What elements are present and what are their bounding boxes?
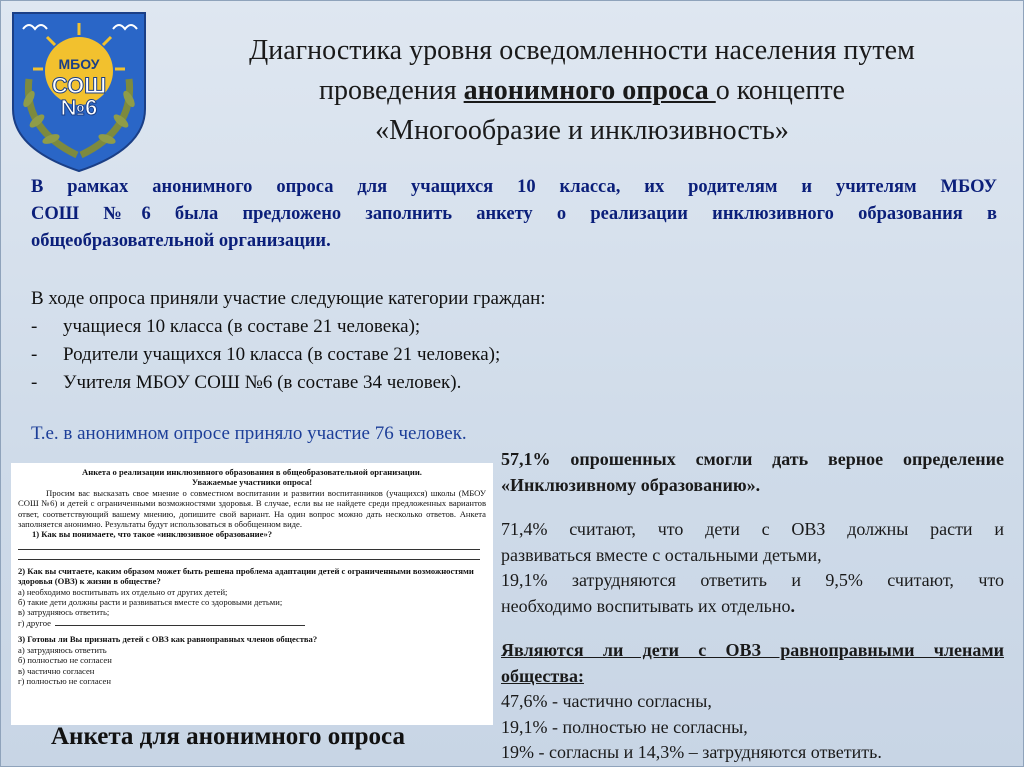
form-question-1: 1) Как вы понимаете, что такое «инклюзивное образование»?	[32, 529, 273, 540]
form-intro: Просим вас высказать свое мнение о совместном воспитании и развитии воспитанников (учащихся) школы (МБОУ СОШ №6) и детей с ограниченными возможностями здоровья. В случае, если вы не найдете среди предложенных вариантов ответ, соответствующий вашему мнению, допишите свой вариант. На один вопрос можно дать несколько ответов. Анкета заполняется анонимно. Результаты будут использоваться в обобщенном виде.	[18, 487, 486, 530]
result-2-line-1: 71,4% считают, что дети с ОВЗ должны расти и	[501, 519, 1004, 539]
spacer	[501, 498, 1004, 517]
result-2-line-4: необходимо воспитывать их отдельно	[501, 595, 791, 616]
crest-text-2: СОШ	[51, 73, 107, 98]
result-2-line-4-wrap	[501, 594, 1004, 620]
form-title: Анкета о реализации инклюзивного образования в общеобразовательной организации.	[82, 467, 422, 477]
school-crest-logo	[9, 9, 149, 174]
form-option: г) другое	[18, 617, 51, 628]
form-option: а) необходимо воспитывать их отдельно от других детей;	[18, 586, 228, 597]
form-option: г) полностью не согласен	[18, 675, 111, 686]
form-option: б) такие дети должны расти и развиваться вместе со здоровыми детьми;	[18, 597, 283, 608]
list-dash: -	[31, 316, 38, 337]
form-option: в) затрудняюсь ответить;	[18, 607, 110, 618]
spacer	[501, 619, 1004, 638]
answer-2: 19,1% - полностью не согласны,	[501, 716, 748, 737]
title-line-3: «Многообразие и инклюзивность»	[375, 115, 789, 146]
intro-paragraph	[31, 174, 997, 255]
title-line-2-post: о концепте	[715, 75, 845, 106]
list-dash: -	[31, 344, 38, 365]
survey-results	[501, 447, 1004, 766]
form-option: а) затрудняюсь ответить	[18, 644, 107, 655]
question-line-1: Являются ли дети с ОВЗ равноправными членами	[501, 640, 1004, 660]
intro-line-3: общеобразовательной организации.	[31, 231, 331, 251]
answer-1: 47,6% - частично согласны,	[501, 691, 712, 711]
survey-form-image	[11, 463, 493, 725]
form-option-other	[18, 618, 486, 628]
participants-total: Т.е. в анонимном опросе приняло участие 76 человек.	[31, 423, 467, 444]
title-emphasis: анонимного опроса	[463, 75, 716, 106]
list-item	[31, 313, 791, 341]
form-question-3: 3) Готовы ли Вы признать детей с ОВЗ как равноправных членов общества?	[18, 634, 318, 645]
result-1-line-2: «Инклюзивному образованию».	[501, 474, 761, 495]
list-dash: -	[31, 372, 38, 393]
list-item-text: учащиеся 10 класса (в составе 21 человека);	[63, 316, 421, 337]
page-title	[159, 31, 1005, 151]
list-item	[31, 369, 791, 397]
title-line-2-pre: проведения	[319, 75, 464, 106]
form-option: в) частично согласен	[18, 665, 95, 676]
answer-3: 19% - согласны и 14,3% – затрудняются ответить.	[501, 742, 882, 762]
form-question-2: 2) Как вы считаете, каким образом может быть решена проблема адаптации детей с ограниченными возможностями здоровья (ОВЗ) к жизни в обществе?	[18, 565, 474, 587]
list-item-text: Учителя МБОУ СОШ №6 (в составе 34 человек).	[63, 372, 462, 393]
title-line-1: Диагностика уровня осведомленности населения путем	[249, 35, 915, 66]
answer-line	[55, 625, 305, 626]
crest-text-3: №6	[60, 95, 98, 120]
result-2-line-2: развиваться вместе с остальными детьми,	[501, 544, 822, 565]
crest-text-1: МБОУ	[58, 56, 100, 72]
answer-line	[18, 550, 480, 560]
participants-list	[31, 285, 791, 397]
intro-line-1: В рамках анонимного опроса для учащихся 10 класса, их родителям и учителям МБОУ	[31, 177, 997, 197]
list-item-text: Родители учащихся 10 класса (в составе 21 человека);	[63, 344, 501, 365]
list-item	[31, 341, 791, 369]
form-option: б) полностью не согласен	[18, 655, 112, 666]
result-2-dot: .	[790, 595, 795, 616]
form-caption: Анкета для анонимного опроса	[51, 723, 405, 750]
participants-heading: В ходе опроса приняли участие следующие категории граждан:	[31, 288, 546, 309]
answer-line	[18, 540, 480, 550]
title-line-2	[159, 71, 1005, 111]
result-1-line-1: 57,1% опрошенных смогли дать верное определение	[501, 449, 1004, 469]
intro-line-2: СОШ №6 была предложено заполнить анкету о реализации инклюзивного образования в	[31, 204, 997, 224]
result-2-line-3: 19,1% затрудняются ответить и 9,5% считают, что	[501, 570, 1004, 590]
form-greeting: Уважаемые участники опроса!	[191, 477, 313, 488]
question-line-2: общества:	[501, 665, 584, 686]
